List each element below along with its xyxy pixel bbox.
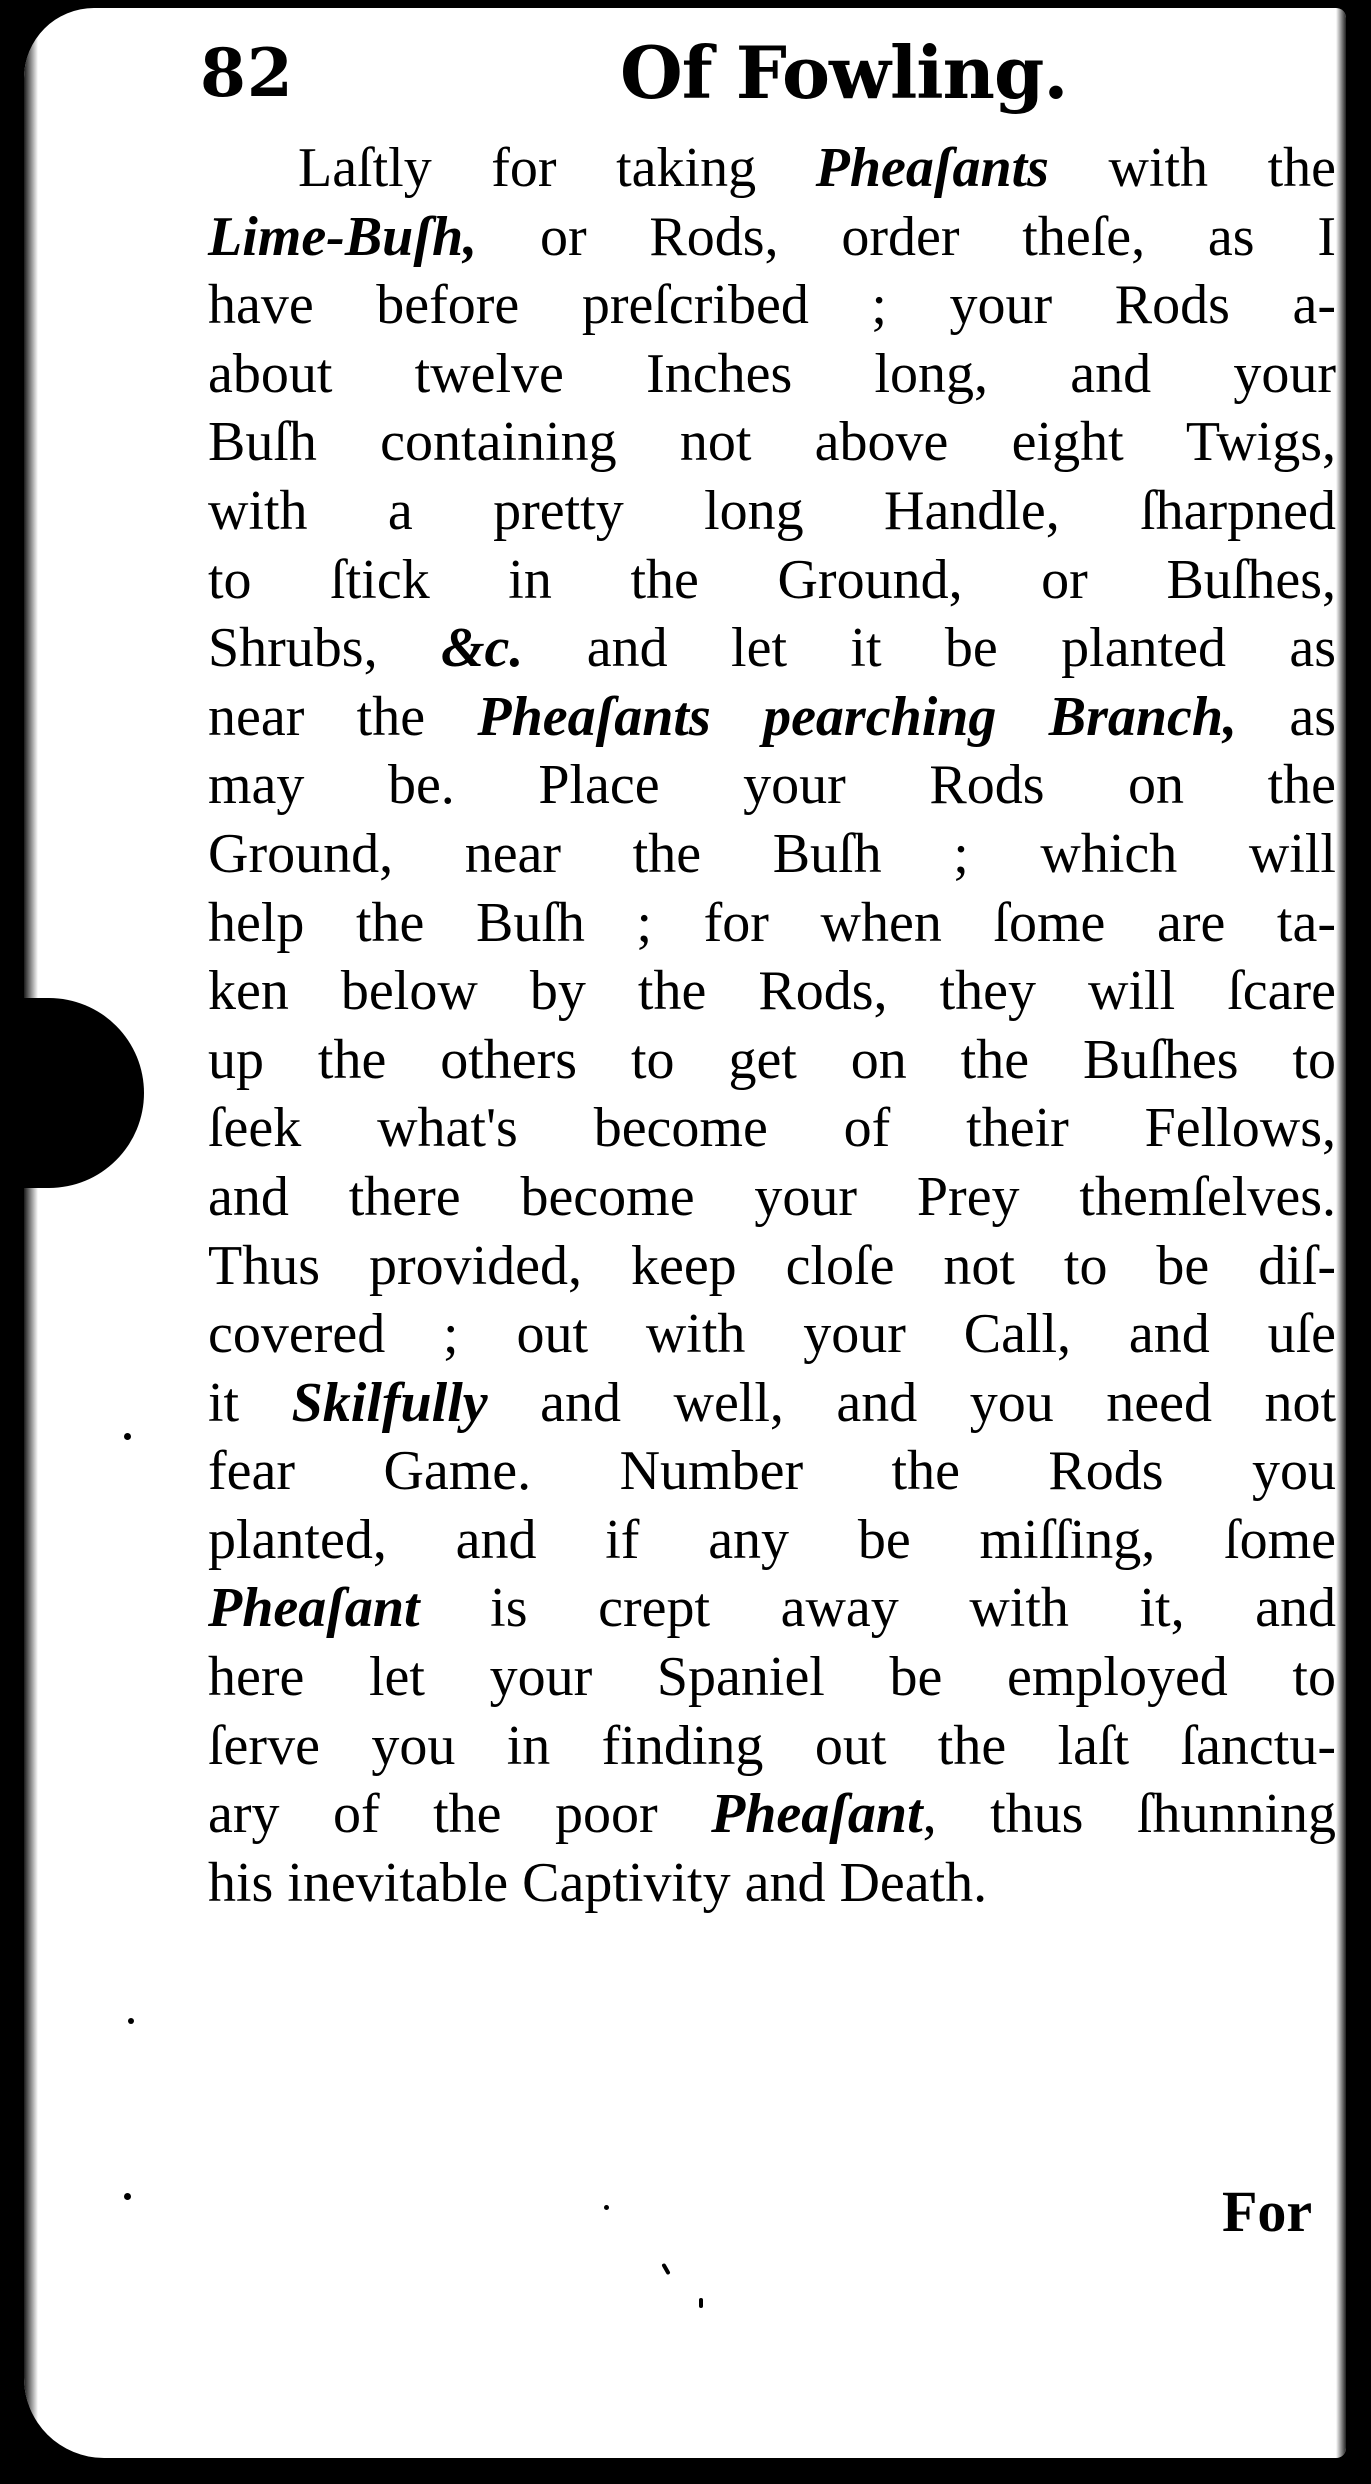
text-line: Buſh containing not above eight Twigs, xyxy=(208,411,1336,474)
running-head xyxy=(24,30,1346,120)
text-line: Lime-Buſh, or Rods, order theſe, as I xyxy=(208,205,1337,268)
text-line: have before preſcribed ; your Rods a- xyxy=(208,274,1336,337)
text-line: ſeek what's become of their Fellows, xyxy=(208,1097,1336,1160)
text-line: planted, and if any be miſſing, ſome xyxy=(208,1508,1336,1571)
ink-speck xyxy=(128,2018,134,2024)
text-line: ary of the poor Pheaſant, thus ſhunning xyxy=(208,1783,1337,1846)
ink-speck xyxy=(604,2205,609,2210)
text-line: Thus provided, keep cloſe not to be diſ- xyxy=(208,1234,1336,1297)
text-line: near the Pheaſants pearching Branch, as xyxy=(208,685,1336,748)
text-line: about twelve Inches long, and your xyxy=(208,342,1336,405)
text-line: here let your Spaniel be employed to xyxy=(208,1646,1336,1709)
text-line: Pheaſant is crept away with it, and xyxy=(208,1577,1337,1640)
ink-speck xyxy=(699,2298,703,2308)
text-line: Laſtly for taking Pheaſants with the xyxy=(298,137,1337,199)
scan-shadow-left xyxy=(24,8,38,2458)
text-line: covered ; out with your Call, and uſe xyxy=(208,1303,1336,1366)
book-page xyxy=(24,8,1346,2458)
text-line: his inevitable Captivity and Death. xyxy=(208,1851,988,1914)
text-line: and there become your Prey themſelves. xyxy=(208,1165,1336,1228)
text-line: fear Game. Number the Rods you xyxy=(208,1440,1336,1503)
text-line: ſerve you in finding out the laſt ſanctu- xyxy=(208,1714,1336,1777)
page-number: 82 xyxy=(200,34,294,112)
text-line: help the Buſh ; for when ſome are ta- xyxy=(208,891,1336,954)
running-head-title: Of Fowling. xyxy=(620,30,1068,115)
text-line: it Skilfully and well, and you need not xyxy=(208,1371,1337,1434)
scan-shadow-right xyxy=(1336,8,1346,2458)
text-line: ken below by the Rods, they will ſcare xyxy=(208,960,1336,1023)
text-line: Ground, near the Buſh ; which will xyxy=(208,822,1336,885)
ink-speck xyxy=(661,2263,670,2275)
text-line: up the others to get on the Buſhes to xyxy=(208,1028,1336,1091)
text-line: Shrubs, &c. and let it be planted as xyxy=(208,617,1337,680)
ink-speck xyxy=(124,1433,131,1440)
catchword: For xyxy=(1222,2179,1313,2244)
text-line: to ſtick in the Ground, or Buſhes, xyxy=(208,548,1336,611)
ink-speck xyxy=(124,2193,131,2200)
binding-shadow xyxy=(24,998,144,1188)
text-line: may be. Place your Rods on the xyxy=(208,754,1336,817)
text-line: with a pretty long Handle, ſharpned xyxy=(208,479,1336,542)
body-text xyxy=(208,134,1336,1917)
